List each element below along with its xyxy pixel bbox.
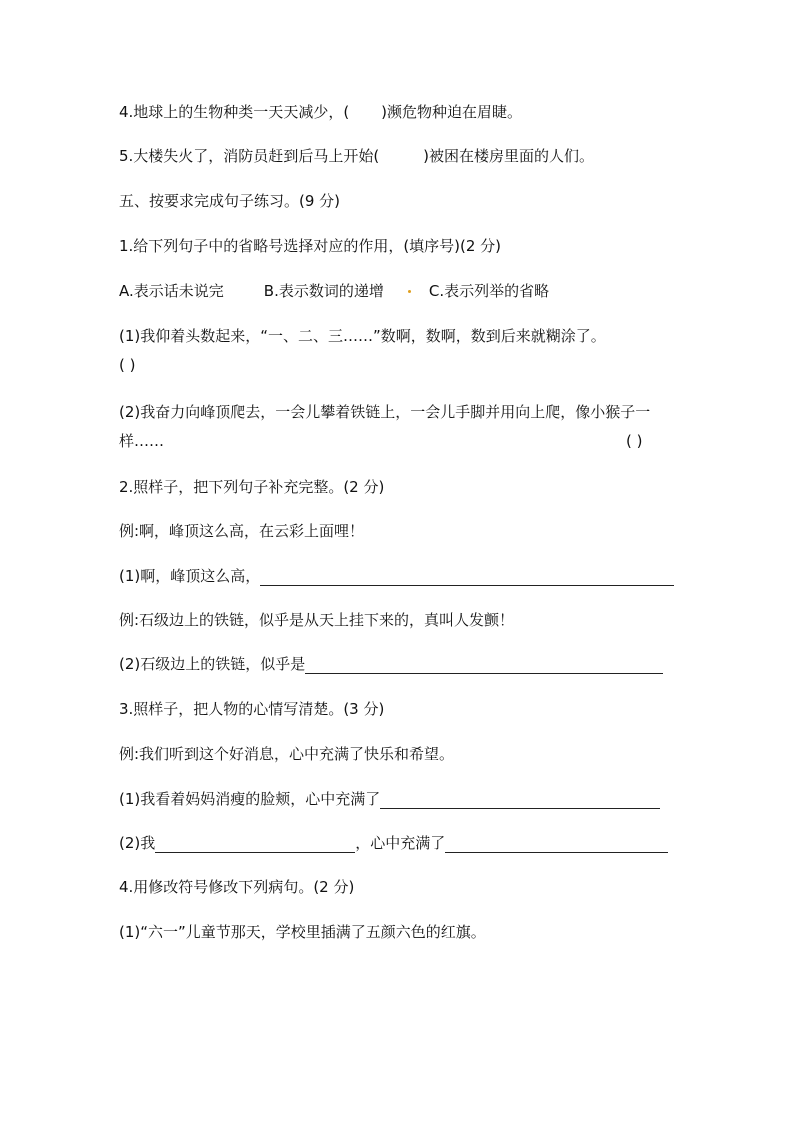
part-4-question-1: (1)“六一”儿童节那天，学校里插满了五颜六色的红旗。 — [119, 923, 486, 941]
answer-line[interactable] — [305, 657, 663, 674]
question-4-text-post: )濒危物种迫在眉睫。 — [381, 103, 523, 121]
answer-line[interactable] — [155, 836, 355, 853]
question-5 — [119, 146, 594, 166]
part-1-sentence-2-answer[interactable]: ( ) — [626, 432, 643, 450]
part-1-options — [119, 281, 549, 301]
part-3-question-1-text: (1)我看着妈妈消瘦的脸颊，心中充满了 — [119, 790, 381, 808]
stray-dot — [408, 290, 411, 293]
part-2-question-1 — [119, 566, 674, 586]
part-2-question-2 — [119, 654, 663, 674]
answer-line[interactable] — [260, 569, 674, 586]
part-2-title: 2.照样子，把下列句子补充完整。(2 分) — [119, 478, 385, 496]
part-1-sentence-1-answer[interactable]: ( ) — [119, 356, 136, 374]
answer-line[interactable] — [445, 836, 668, 853]
part-1-title: 1.给下列句子中的省略号选择对应的作用，(填序号)(2 分) — [119, 237, 502, 255]
question-4-text-pre: 4.地球上的生物种类一天天减少，( — [119, 103, 350, 121]
section-five-heading: 五、按要求完成句子练习。(9 分) — [119, 192, 341, 210]
part-1-sentence-2-line-2: 样…… — [119, 432, 165, 450]
answer-line[interactable] — [380, 792, 660, 809]
part-1-sentence-2-line-1: (2)我奋力向峰顶爬去，一会儿攀着铁链上，一会儿手脚并用向上爬，像小猴子一 — [119, 403, 651, 421]
question-4 — [119, 102, 522, 122]
part-3-question-2-pre: (2)我 — [119, 834, 156, 852]
part-2-example-1: 例:啊，峰顶这么高，在云彩上面哩！ — [119, 522, 365, 540]
part-3-example: 例:我们听到这个好消息，心中充满了快乐和希望。 — [119, 745, 455, 763]
question-5-text-post: )被困在楼房里面的人们。 — [423, 147, 595, 165]
part-3-title: 3.照样子，把人物的心情写清楚。(3 分) — [119, 700, 385, 718]
option-a: A.表示话未说完 — [119, 282, 224, 300]
part-3-question-2-mid: ，心中充满了 — [355, 834, 446, 852]
option-c: C.表示列举的省略 — [428, 282, 550, 300]
part-3-question-2 — [119, 833, 668, 853]
part-2-question-2-text: (2)石级边上的铁链，似乎是 — [119, 655, 306, 673]
part-1-sentence-1: (1)我仰着头数起来，“一、二、三……”数啊，数啊，数到后来就糊涂了。 — [119, 327, 606, 345]
part-2-example-2: 例:石级边上的铁链，似乎是从天上挂下来的，真叫人发颤！ — [119, 611, 515, 629]
part-2-question-1-text: (1)啊，峰顶这么高， — [119, 567, 261, 585]
part-3-question-1 — [119, 789, 660, 809]
part-4-title: 4.用修改符号修改下列病句。(2 分) — [119, 878, 355, 896]
question-5-text-pre: 5.大楼失火了，消防员赶到后马上开始( — [119, 147, 380, 165]
option-b: B.表示数词的递增 — [263, 282, 384, 300]
